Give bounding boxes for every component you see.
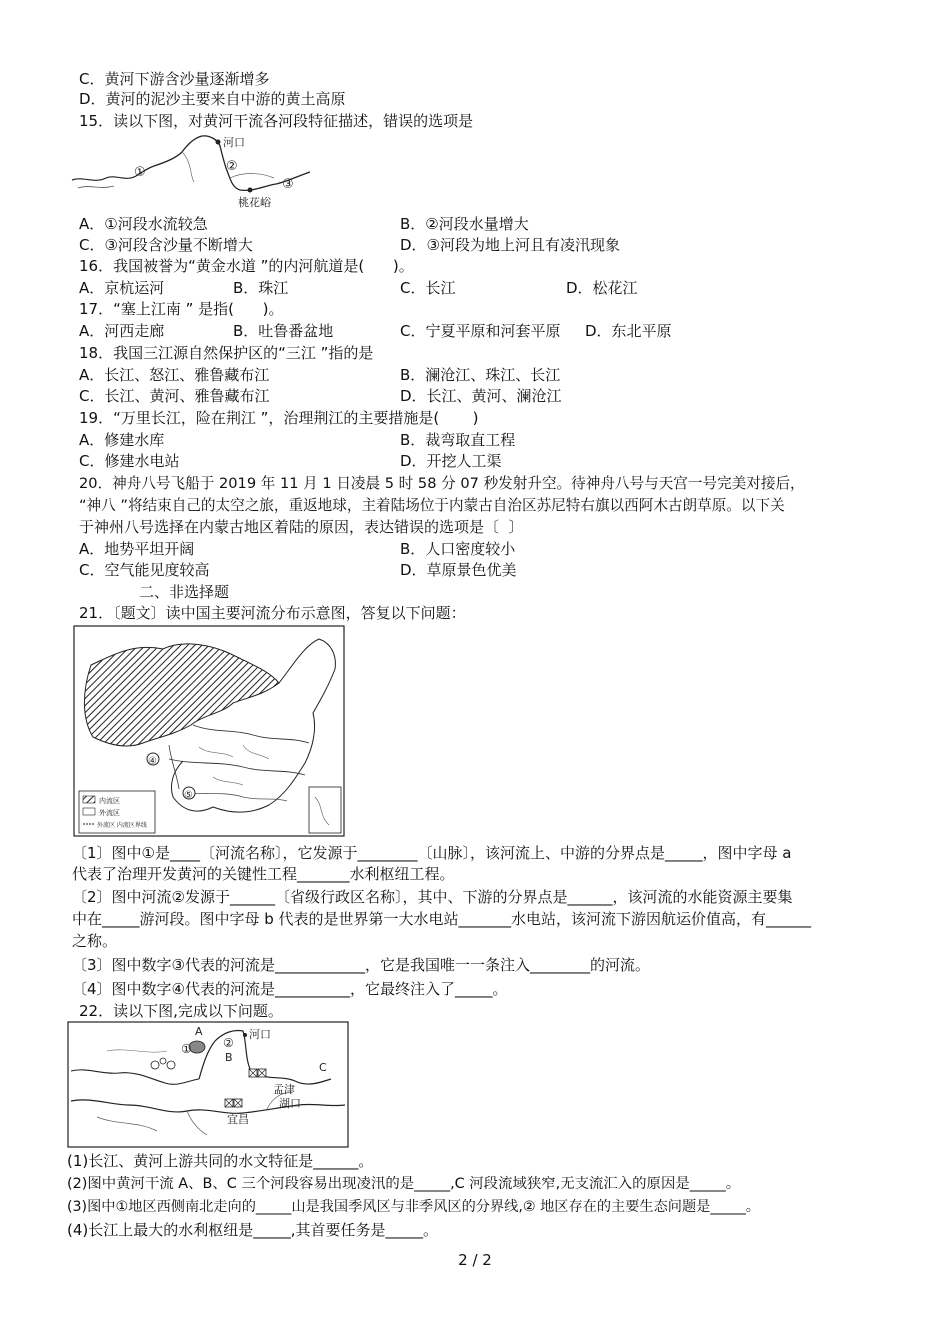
page-number: 2 / 2 [458, 1251, 492, 1269]
q18-option-b: B．澜沧江、珠江、长江 [400, 366, 561, 384]
q22-part1: (1)长江、黄河上游共同的水文特征是______。 [67, 1152, 374, 1170]
q19-stem: 19．“万里长江，险在荆江 ”，治理荆江的主要措施是( ) [79, 409, 479, 427]
q20-option-b: B．人口密度较小 [400, 540, 516, 558]
q21-part1-line1: 〔1〕图中①是____〔河流名称〕，它发源于________〔山脉〕，该河流上、中游的分界点是_____，图中字母 a [72, 844, 792, 862]
q18-option-d: D．长江、黄河、澜沧江 [400, 387, 562, 405]
q19-option-d: D．开挖人工渠 [400, 452, 502, 470]
q20-option-c: C．空气能见度较高 [79, 561, 210, 579]
q21-part4: 〔4〕图中数字④代表的河流是__________，它最终注入了_____。 [72, 980, 508, 998]
q15-option-d: D．③河段为地上河且有凌汛现象 [400, 236, 620, 254]
map-mark-3: ③ [282, 177, 294, 192]
map-label-yichang: 宜昌 [227, 1113, 249, 1126]
map-label-a: A [195, 1025, 203, 1038]
q22-part3: (3)图中①地区西侧南北走向的_____山是我国季风区与非季风区的分界线,② 地区存在的主要生态问题是_____。 [67, 1199, 760, 1215]
q22-stem: 22．读以下图,完成以下问题。 [79, 1002, 283, 1020]
q19-option-a: A．修建水库 [79, 431, 165, 449]
map-mark-5: ⑤ [184, 790, 193, 801]
legend-inner-drainage: 内流区 [99, 797, 120, 805]
q18-stem: 18．我国三江源自然保护区的“三江 ”指的是 [79, 344, 374, 362]
map-label-hukou: 湖口 [279, 1097, 301, 1110]
q14-option-d: D．黄河的泥沙主要来自中游的黄土高原 [79, 90, 346, 108]
q21-part2-line1: 〔2〕图中河流②发源于______〔省级行政区名称〕，其中、下游的分界点是______，该河流的水能资源主要集 [72, 888, 793, 906]
q21-part1-line2: 代表了治理开发黄河的关键性工程_______水利枢纽工程。 [72, 865, 455, 883]
q22-part2: (2)图中黄河干流 A、B、C 三个河段容易出现凌汛的是_____,C 河段流域狭窄,无支流汇入的原因是_____。 [67, 1176, 741, 1192]
q16-option-b: B．珠江 [233, 279, 289, 297]
q20-stem-line3: 于神州八号选择在内蒙古地区着陆的原因，表达错误的选项是〔 〕 [79, 518, 524, 536]
map-label-taohuayu: 桃花峪 [238, 196, 271, 209]
q15-option-c: C．③河段含沙量不断增大 [79, 236, 253, 254]
q19-option-c: C．修建水电站 [79, 452, 180, 470]
yangtze-yellow-river-map [67, 1021, 349, 1148]
q21-part2-line3: 之称。 [72, 932, 118, 950]
q21-stem: 21．〔题文〕读中国主要河流分布示意图，答复以下问题： [79, 604, 466, 622]
q18-option-c: C．长江、黄河、雅鲁藏布江 [79, 387, 270, 405]
q16-option-c: C．长江 [400, 279, 456, 297]
q15-stem: 15．读以下图，对黄河干流各河段特征描述，错误的选项是 [79, 112, 474, 130]
q16-option-a: A．京杭运河 [79, 279, 165, 297]
legend-boundary: 外流区 内流区界线 [97, 822, 147, 829]
q17-option-d: D．东北平原 [585, 322, 672, 340]
q17-option-a: A．河西走廊 [79, 322, 165, 340]
section-heading: 二、非选择题 [139, 583, 230, 601]
map-label-hekou: 河口 [223, 136, 245, 149]
q17-stem: 17．“塞上江南 ” 是指( )。 [79, 300, 284, 318]
map-label-c: C [319, 1061, 327, 1074]
q15-option-a: A．①河段水流较急 [79, 215, 208, 233]
map-mark-2: ② [226, 159, 238, 174]
q16-stem: 16．我国被誉为“黄金水道 ”的内河航道是( )。 [79, 257, 414, 275]
q15-option-b: B．②河段水量增大 [400, 215, 529, 233]
map-mark-1: ① [134, 165, 146, 180]
yellow-river-sketch-map [70, 132, 315, 210]
q17-option-c: C．宁夏平原和河套平原 [400, 322, 561, 340]
q19-option-b: B．裁弯取直工程 [400, 431, 516, 449]
map-label-b: B [225, 1051, 233, 1064]
q18-option-a: A．长江、怒江、雅鲁藏布江 [79, 366, 270, 384]
q14-option-c: C．黄河下游含沙量逐渐增多 [79, 70, 270, 88]
map-label-mengjin: 孟津 [273, 1083, 295, 1096]
legend-outer-drainage: 外流区 [99, 809, 120, 817]
q17-option-b: B．吐鲁番盆地 [233, 322, 334, 340]
q20-stem-line2: “神八 ”将结束自己的太空之旅，重返地球，主着陆场位于内蒙古自治区苏尼特右旗以西阿木古朗草原。以下关 [79, 497, 785, 514]
q22-part4: (4)长江上最大的水利枢纽是_____,其首要任务是_____。 [67, 1221, 439, 1239]
q20-stem-line1: 20．神舟八号飞船于 2019 年 11 月 1 日凌晨 5 时 58 分 07 秒发射升空。待神舟八号与天宫一号完美对接后， [79, 475, 805, 492]
q21-part3: 〔3〕图中数字③代表的河流是____________，它是我国唯一一条注入________的河流。 [72, 956, 650, 974]
map-label-hekou: 河口 [249, 1028, 271, 1041]
q20-option-d: D．草原景色优美 [400, 561, 517, 579]
q20-option-a: A．地势平坦开阔 [79, 540, 195, 558]
q21-part2-line2: 中在_____游河段。图中字母 b 代表的是世界第一大水电站_______水电站，该河流下游因航运价值高，有______ [72, 910, 812, 928]
map-mark-1: ① [181, 1042, 192, 1056]
map-mark-2: ② [223, 1036, 234, 1050]
q16-option-d: D．松花江 [566, 279, 638, 297]
china-rivers-map [73, 625, 345, 837]
map-mark-4: ④ [148, 756, 157, 767]
